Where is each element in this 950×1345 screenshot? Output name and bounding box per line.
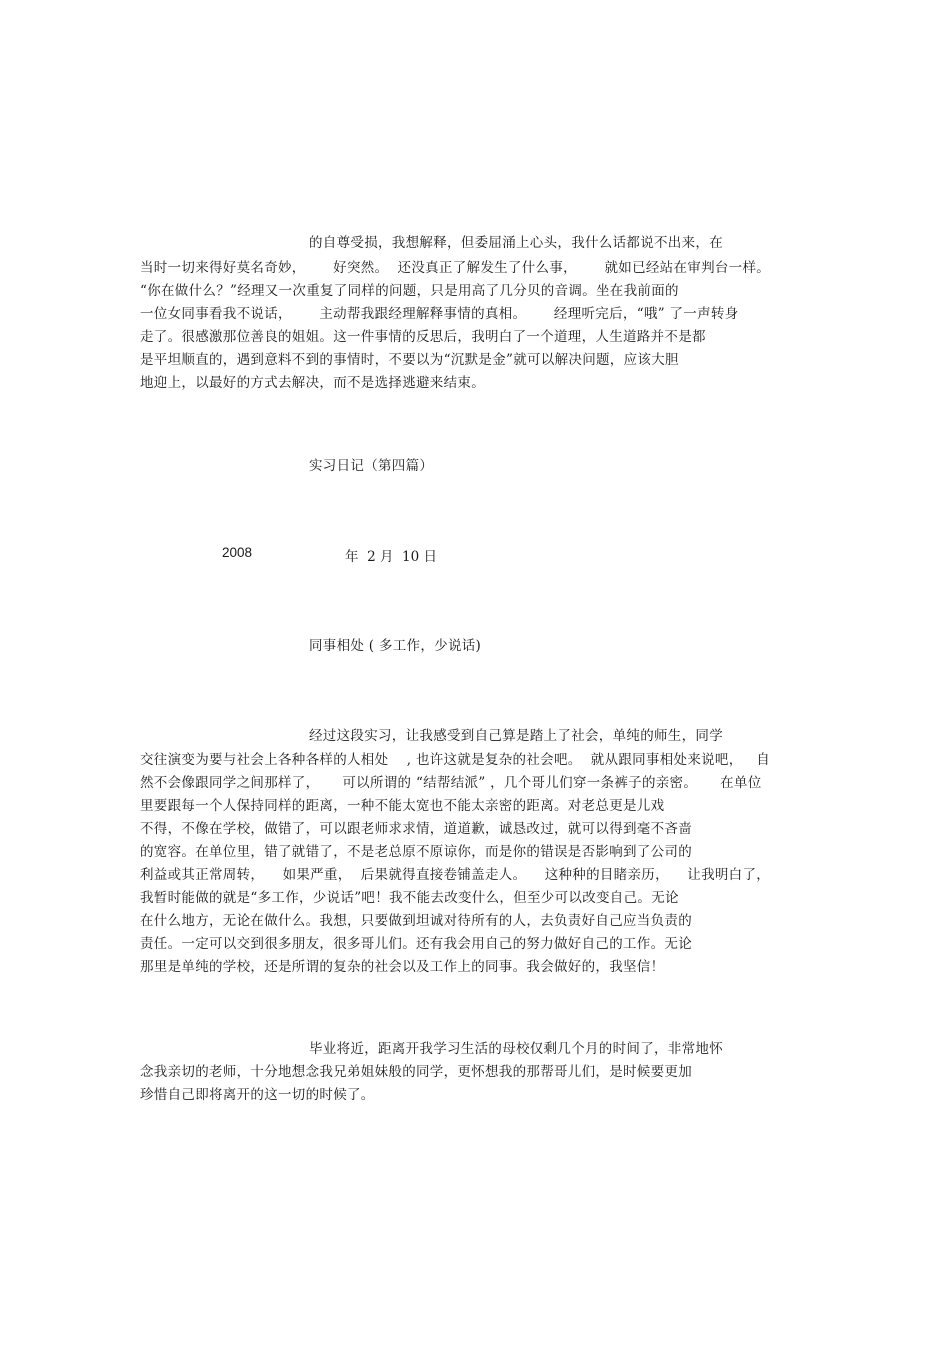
paragraph3-line: 珍惜自己即将离开的这一切的时候了。 (140, 1087, 375, 1103)
paragraph3-line: 毕业将近，距离开我学习生活的母校仅剩几个月的时间了，非常地怀 (309, 1041, 723, 1057)
paragraph2-line: 利益或其正常周转， 如果严重， 后果就得直接卷铺盖走人。 这种种的目睹亲历， 让我明白了， (140, 867, 771, 883)
paragraph2-line: 在什么地方，无论在做什么。我想，只要做到坦诚对待所有的人，去负责好自己应当负责的 (140, 913, 692, 929)
paragraph1-line: 当时一切来得好莫名奇妙， 好突然。 还没真正了解发生了什么事， 就如已经站在审判台一样。 (140, 260, 771, 276)
paragraph2-line: 经过这段实习，让我感受到自己算是踏上了社会，单纯的师生，同学 (309, 728, 723, 744)
paragraph1-line: “你在做什么？”经理又一次重复了同样的问题，只是用高了几分贝的音调。坐在我前面的 (140, 283, 679, 299)
paragraph1-line: 的自尊受损，我想解释，但委屈涌上心头，我什么话都说不出来，在 (309, 235, 723, 251)
paragraph1-line: 是平坦顺直的，遇到意料不到的事情时，不要以为“沉默是金”就可以解决问题，应该大胆 (140, 352, 679, 368)
paragraph2-line: 的宽容。在单位里，错了就错了，不是老总原不原谅你，而是你的错误是否影响到了公司的 (140, 844, 692, 860)
paragraph3-line: 念我亲切的老师，十分地想念我兄弟姐妹般的同学，更怀想我的那帮哥儿们，是时候要更加 (140, 1064, 692, 1080)
paragraph2-line: 里要跟每一个人保持同样的距离，一种不能太宽也不能太亲密的距离。对老总更是儿戏 (140, 798, 665, 814)
paragraph2-line: 那里是单纯的学校，还是所谓的复杂的社会以及工作上的同事。我会做好的，我坚信！ (140, 959, 665, 975)
paragraph2-line: 然不会像跟同学之间那样了， 可以所谓的 “结帮结派” ，几个哥儿们穿一条裤子的亲密。 在单位 (140, 775, 762, 791)
paragraph2-line: 交往演变为要与社会上各种各样的人相处 , 也许这就是复杂的社会吧。 就从跟同事相处来说吧， 自 (140, 752, 771, 768)
paragraph1-line: 走了。很感激那位善良的姐姐。这一件事情的反思后，我明白了一个道理，人生道路并不是都 (140, 329, 706, 345)
entry-subtitle: 同事相处 ( 多工作，少说话) (309, 638, 482, 654)
date-year: 2008 (222, 545, 253, 560)
paragraph2-line: 责任。一定可以交到很多朋友，很多哥儿们。还有我会用自己的努力做好自己的工作。无论 (140, 936, 692, 952)
paragraph2-line: 不得，不像在学校，做错了，可以跟老师求求情，道道歉，诚恳改过，就可以得到毫不吝啬 (140, 821, 692, 837)
diary-heading: 实习日记（第四篇） (309, 458, 434, 474)
date-month-day: 年 2 月 10 日 (345, 549, 438, 565)
paragraph1-line: 地迎上，以最好的方式去解决，而不是选择逃避来结束。 (140, 375, 485, 391)
paragraph1-line: 一位女同事看我不说话， 主动帮我跟经理解释事情的真相。 经理听完后，“哦” 了一声转身 (140, 306, 739, 322)
paragraph2-line: 我暂时能做的就是“多工作，少说话”吧！我不能去改变什么，但至少可以改变自己。无论 (140, 890, 679, 906)
